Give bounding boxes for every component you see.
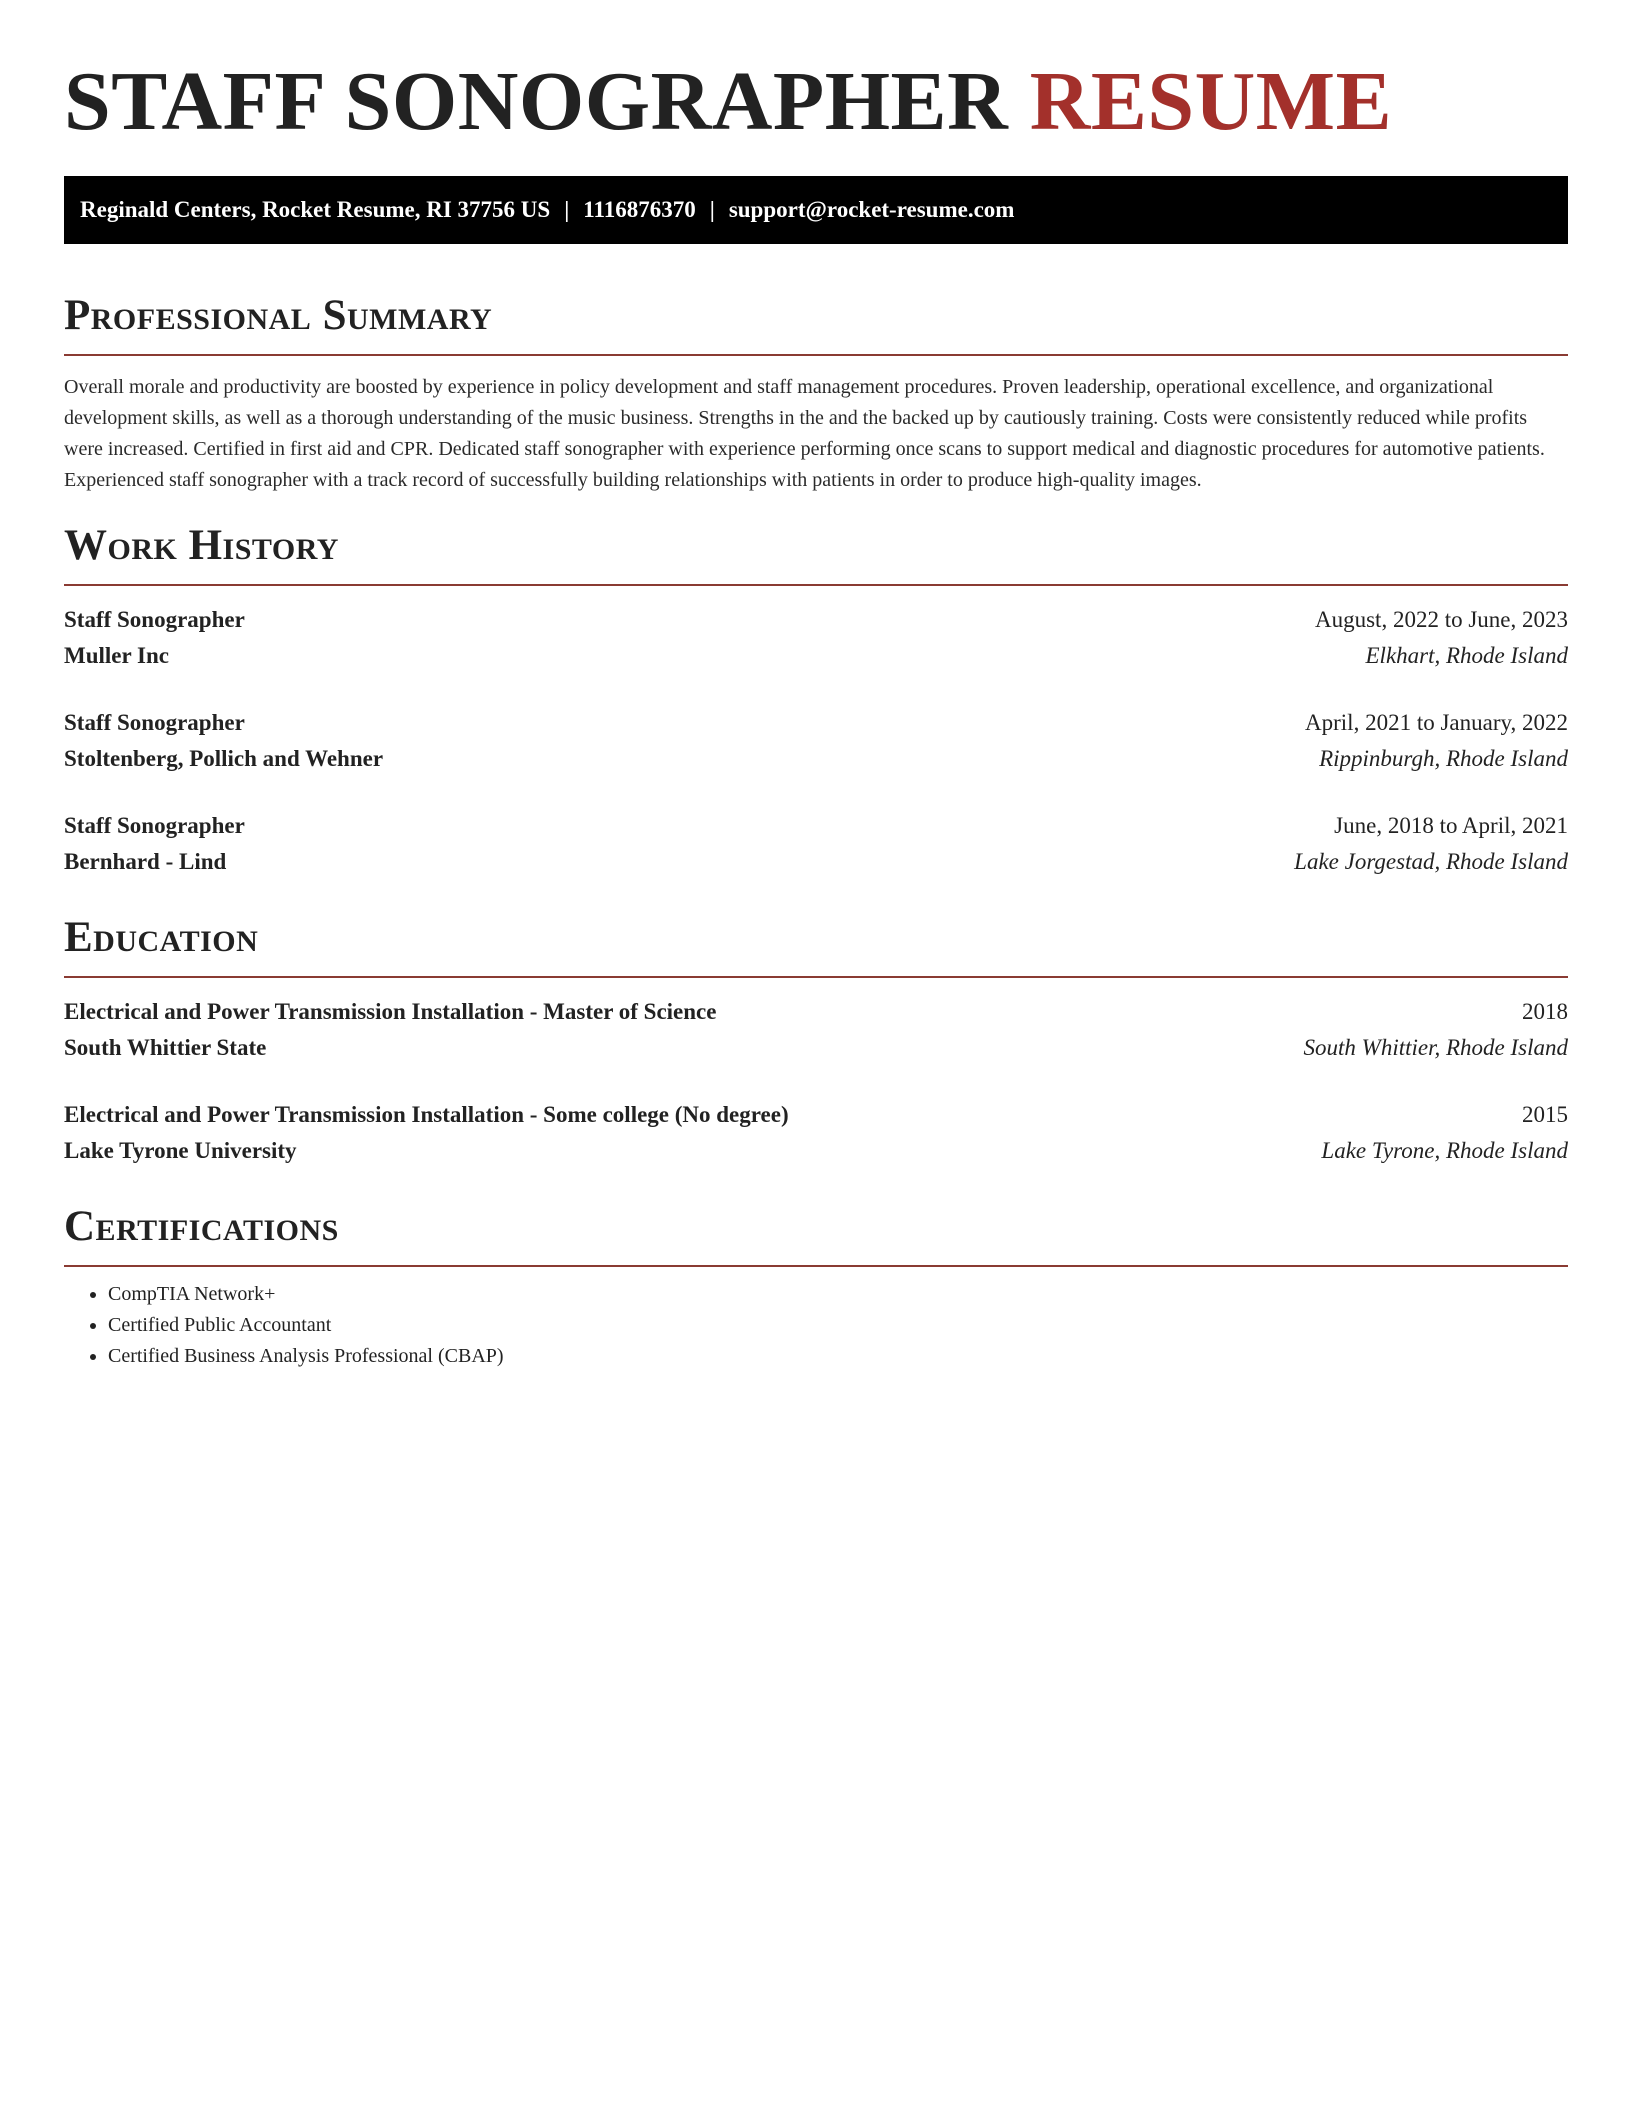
education-location: South Whittier, Rhode Island — [1303, 1035, 1568, 1060]
certification-item: • Certified Public Accountant — [108, 1310, 1568, 1341]
education-location: Lake Tyrone, Rhode Island — [1321, 1138, 1568, 1163]
certifications-heading: Certifications — [64, 1203, 339, 1250]
work-history-heading: Work History — [64, 522, 339, 569]
education-year: 2015 — [1522, 1102, 1568, 1127]
education-entry — [64, 1097, 1568, 1169]
contact-bar — [64, 176, 1568, 244]
education-heading: Education — [64, 914, 259, 961]
title-accent: RESUME — [1029, 55, 1393, 148]
education-degree: Electrical and Power Transmission Installation - Master of Science — [64, 999, 717, 1024]
job-dates: August, 2022 to June, 2023 — [1315, 607, 1568, 632]
job-company: Muller Inc — [64, 643, 169, 668]
education-entry — [64, 994, 1568, 1066]
certifications-section — [64, 1199, 1568, 1372]
summary-heading: Professional Summary — [64, 292, 493, 339]
certifications-list — [64, 1279, 1568, 1372]
education-degree: Electrical and Power Transmission Installation - Some college (No degree) — [64, 1102, 789, 1127]
job-company: Stoltenberg, Pollich and Wehner — [64, 746, 384, 771]
education-year: 2018 — [1522, 999, 1568, 1024]
contact-address: Reginald Centers, Rocket Resume, RI 37756 US — [80, 197, 551, 222]
section-divider — [64, 976, 1568, 978]
summary-section — [64, 288, 1568, 496]
job-title: Staff Sonographer — [64, 607, 245, 632]
job-entry — [64, 705, 1568, 777]
certification-item: • Certified Business Analysis Professional (CBAP) — [108, 1341, 1568, 1372]
contact-email: support@rocket-resume.com — [728, 197, 1015, 222]
section-divider — [64, 584, 1568, 586]
contact-separator: | — [564, 197, 570, 222]
job-location: Elkhart, Rhode Island — [1365, 643, 1568, 668]
job-entry — [64, 808, 1568, 880]
education-school: Lake Tyrone University — [64, 1138, 297, 1163]
page-title — [64, 0, 1568, 152]
education-school: South Whittier State — [64, 1035, 267, 1060]
certification-item: • CompTIA Network+ — [108, 1279, 1568, 1310]
job-entry — [64, 602, 1568, 674]
job-title: Staff Sonographer — [64, 813, 245, 838]
resume-page — [64, 0, 1568, 1372]
summary-text: Overall morale and productivity are boosted by experience in policy development and staff management procedures. Proven leadership, operational excellence, and organizational development skills, as well as a thorough understanding of the music business. Strengths in the and the backed up by cautiously training. Costs were consistently reduced while profits were increased. Certified in first aid and CPR. Dedicated staff sonographer with experience performing once scans to support medical and diagnostic procedures for automotive patients. Experienced staff sonographer with a track record of successfully building relationships with patients in order to produce high-quality images. — [64, 376, 1545, 491]
job-location: Lake Jorgestad, Rhode Island — [1294, 849, 1568, 874]
title-main: STAFF SONOGRAPHER — [64, 55, 1009, 148]
section-divider — [64, 1265, 1568, 1267]
education-section — [64, 910, 1568, 1169]
contact-phone: 1116876370 — [583, 197, 696, 222]
job-company: Bernhard - Lind — [64, 849, 227, 874]
job-title: Staff Sonographer — [64, 710, 245, 735]
section-divider — [64, 354, 1568, 356]
contact-separator: | — [709, 197, 715, 222]
job-dates: June, 2018 to April, 2021 — [1334, 813, 1568, 838]
job-dates: April, 2021 to January, 2022 — [1305, 710, 1568, 735]
job-location: Rippinburgh, Rhode Island — [1319, 746, 1568, 771]
work-history-section — [64, 518, 1568, 880]
